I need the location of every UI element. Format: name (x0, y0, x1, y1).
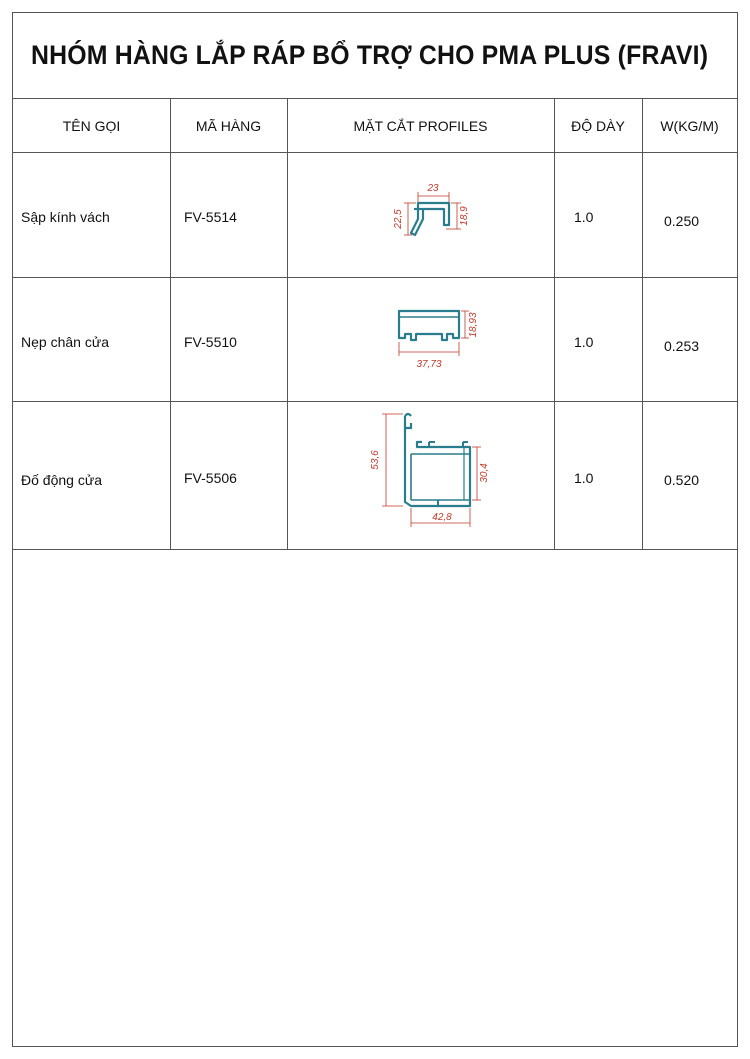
dim-right: 18,93 (468, 312, 479, 338)
weight-value: 0.520 (664, 472, 700, 488)
column-divider (170, 99, 171, 550)
profile-cell (287, 402, 554, 549)
product-code: FV-5510 (184, 334, 237, 350)
product-sheet (12, 12, 738, 1047)
column-divider (642, 99, 643, 550)
dim-bottom: 42,8 (432, 512, 452, 523)
product-name: Nẹp chân cửa (21, 334, 109, 350)
header-weight: W(KG/M) (660, 117, 719, 134)
thickness-value: 1.0 (574, 209, 594, 225)
header-code: MÃ HÀNG (195, 117, 262, 134)
profile-drawing-fv5510 (287, 278, 554, 402)
table-row (13, 278, 737, 402)
header-profile: MẶT CẮT PROFILES (353, 117, 488, 134)
profile-cell (287, 278, 554, 401)
thickness-value: 1.0 (574, 470, 594, 486)
dim-bottom: 37,73 (416, 359, 442, 370)
header-name: TÊN GỌI (62, 117, 121, 134)
column-divider (554, 99, 555, 550)
page-title: NHÓM HÀNG LẮP RÁP BỔ TRỢ CHO PMA PLUS (FRAVI) (31, 40, 709, 70)
column-divider (287, 99, 288, 550)
product-code: FV-5506 (184, 470, 237, 486)
table-row (13, 402, 737, 550)
dim-right: 18,9 (459, 206, 470, 226)
product-name: Sập kính vách (21, 209, 110, 225)
product-name: Đố động cửa (21, 472, 102, 488)
dim-left: 22,5 (393, 209, 404, 229)
table-header (13, 99, 737, 153)
profile-drawing-fv5506 (287, 402, 554, 550)
dim-top: 23 (427, 183, 439, 194)
weight-value: 0.250 (664, 213, 700, 229)
dim-left: 53,6 (370, 450, 381, 470)
dim-right: 30,4 (479, 463, 490, 483)
weight-value: 0.253 (664, 338, 700, 354)
profile-drawing-fv5514 (287, 153, 554, 278)
product-code: FV-5514 (184, 209, 237, 225)
profile-cell (287, 153, 554, 277)
table-row (13, 153, 737, 278)
title-bar (13, 13, 737, 99)
thickness-value: 1.0 (574, 334, 594, 350)
header-thickness: ĐỘ DÀY (571, 117, 625, 134)
